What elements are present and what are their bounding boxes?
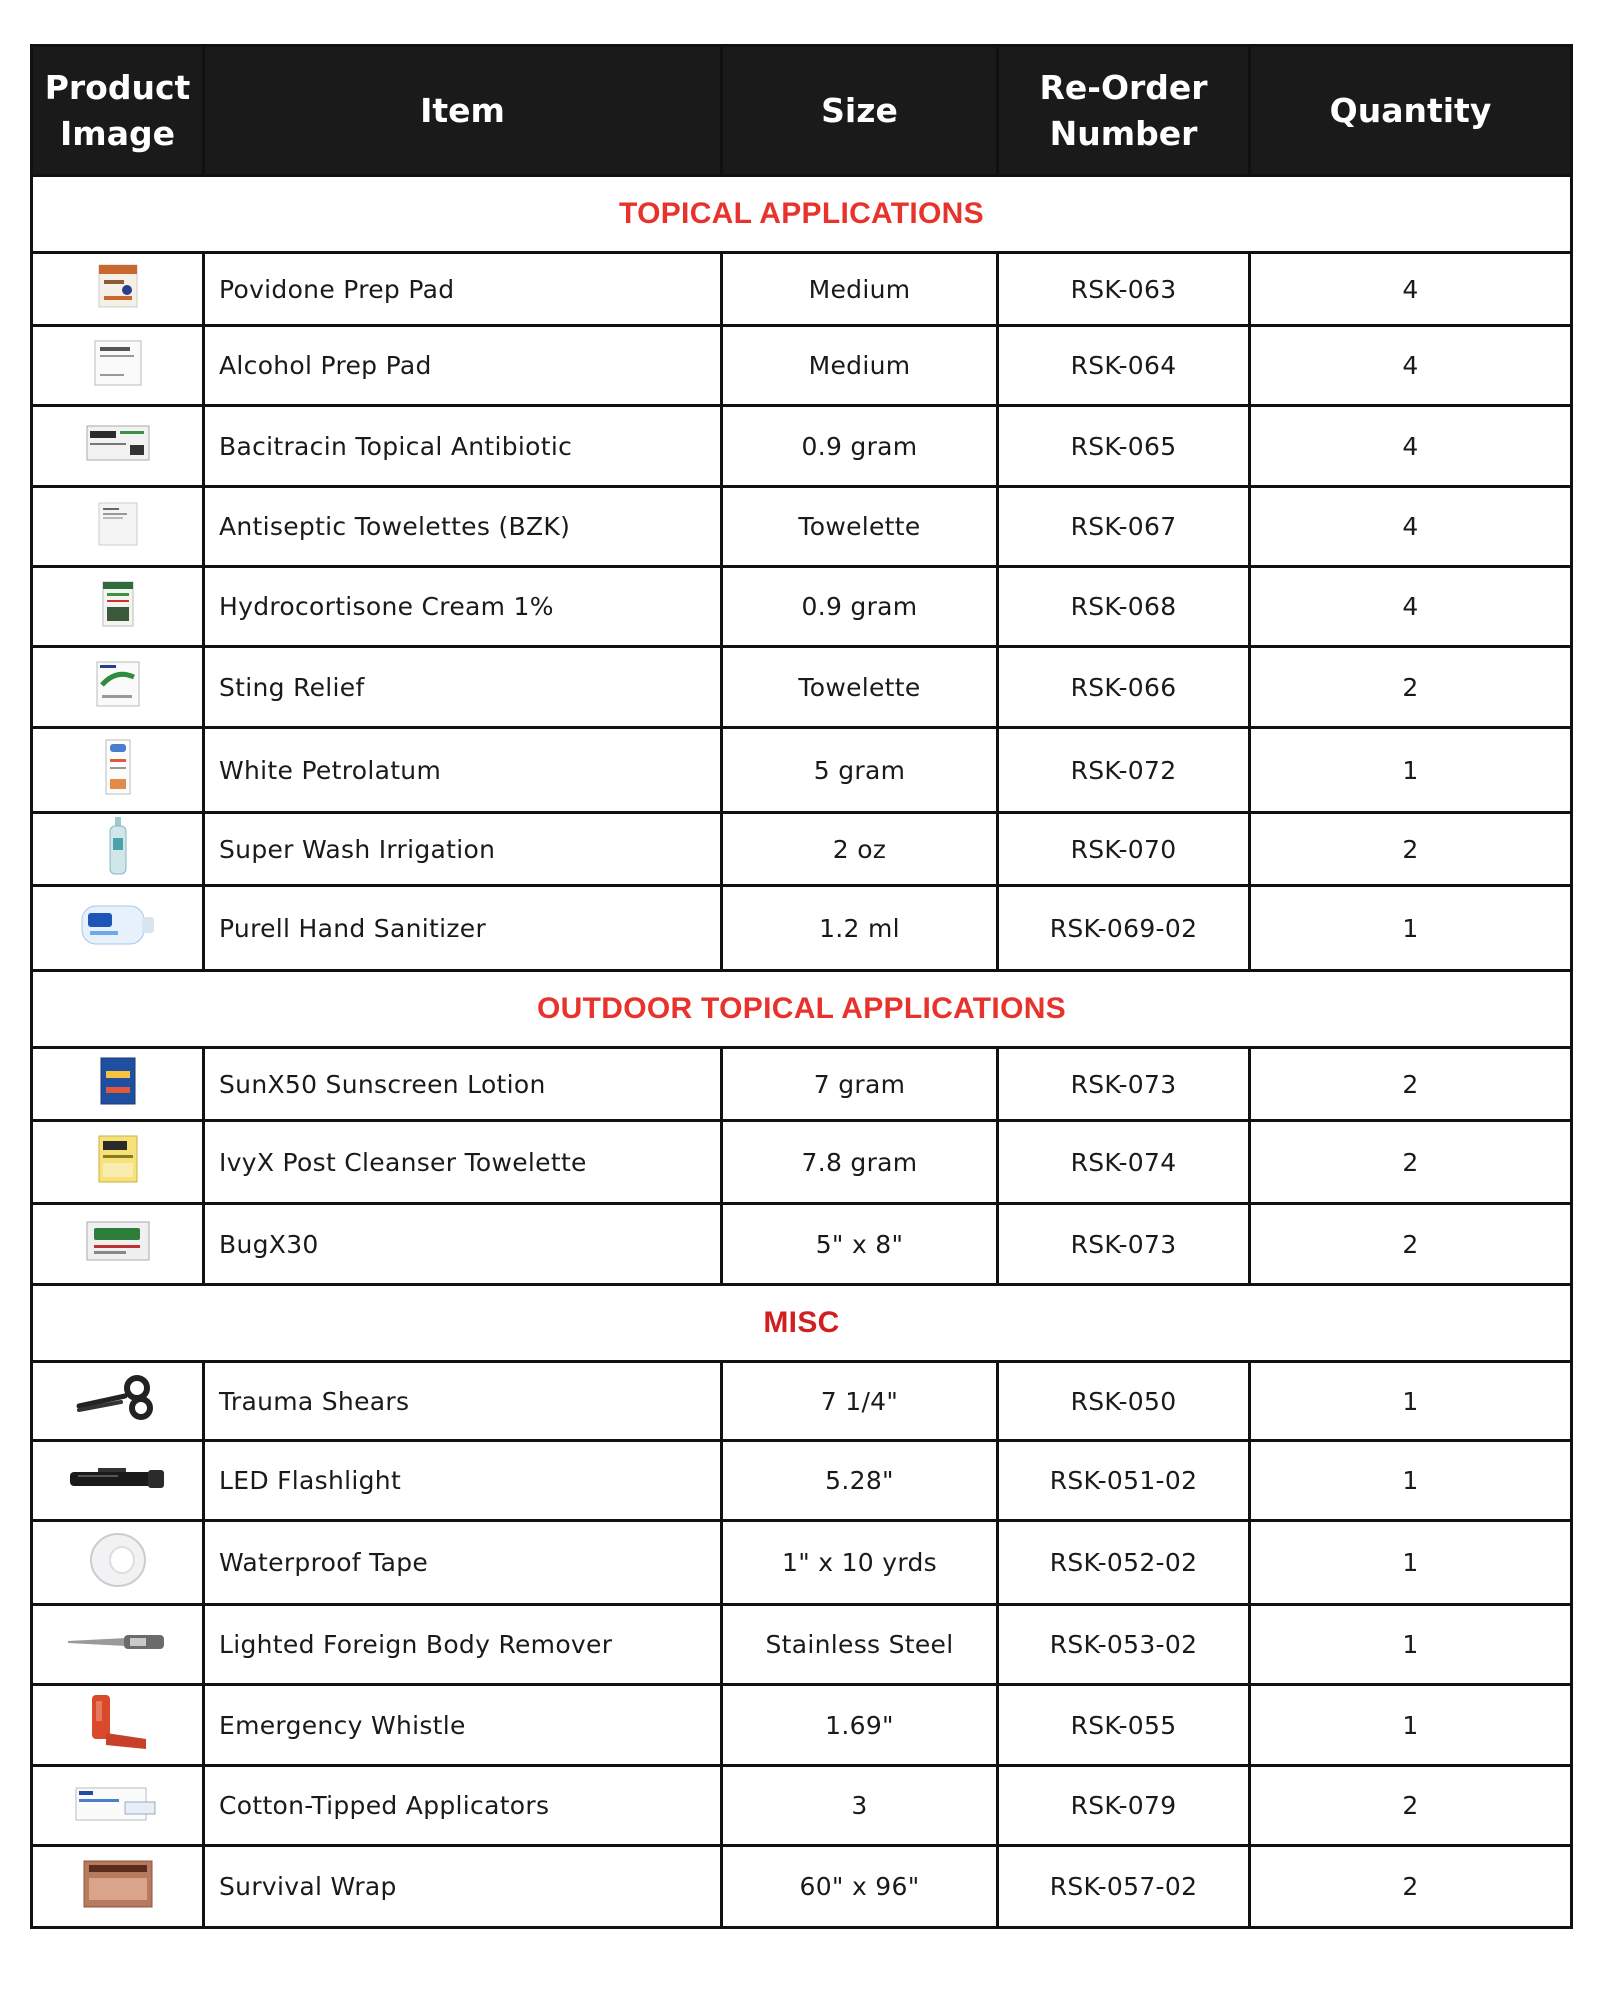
item-cell: Cotton-Tipped Applicators (204, 1766, 722, 1846)
header-quantity: Quantity (1250, 46, 1572, 176)
product-image-cell (32, 1605, 204, 1685)
size-cell: 7 gram (722, 1048, 998, 1121)
reorder-number-cell: RSK-070 (998, 813, 1250, 886)
reorder-number-cell: RSK-057-02 (998, 1846, 1250, 1928)
table-row (32, 1362, 1572, 1441)
size-cell: Medium (722, 253, 998, 326)
section-title: TOPICAL APPLICATIONS (32, 176, 1572, 253)
bzk-towelette-icon (33, 502, 202, 552)
quantity-cell: 1 (1250, 1362, 1572, 1441)
size-cell: 1.2 ml (722, 886, 998, 971)
quantity-cell: 4 (1250, 253, 1572, 326)
size-cell: 0.9 gram (722, 567, 998, 647)
product-image-cell (32, 567, 204, 647)
section-row (32, 1285, 1572, 1362)
size-cell: 1.69" (722, 1685, 998, 1766)
item-cell: Bacitracin Topical Antibiotic (204, 406, 722, 487)
product-image-cell (32, 1048, 204, 1121)
table-row (32, 1605, 1572, 1685)
quantity-cell: 4 (1250, 326, 1572, 406)
table-row (32, 1121, 1572, 1204)
product-image-cell (32, 1121, 204, 1204)
item-cell: Super Wash Irrigation (204, 813, 722, 886)
table-row (32, 1685, 1572, 1766)
size-cell: Towelette (722, 647, 998, 728)
reorder-number-cell: RSK-067 (998, 487, 1250, 567)
quantity-cell: 4 (1250, 406, 1572, 487)
quantity-cell: 4 (1250, 567, 1572, 647)
size-cell: 0.9 gram (722, 406, 998, 487)
reorder-number-cell: RSK-065 (998, 406, 1250, 487)
item-cell: White Petrolatum (204, 728, 722, 813)
quantity-cell: 2 (1250, 647, 1572, 728)
size-cell: Medium (722, 326, 998, 406)
reorder-number-cell: RSK-073 (998, 1204, 1250, 1285)
reorder-number-cell: RSK-051-02 (998, 1441, 1250, 1521)
size-cell: 7 1/4" (722, 1362, 998, 1441)
header-row (32, 46, 1572, 176)
reorder-number-cell: RSK-064 (998, 326, 1250, 406)
sanitizer-bottle-icon (33, 901, 202, 955)
quantity-cell: 2 (1250, 1846, 1572, 1928)
item-cell: Sting Relief (204, 647, 722, 728)
section-row (32, 971, 1572, 1048)
povidone-pad-icon (33, 264, 202, 314)
table-row (32, 487, 1572, 567)
size-cell: 5.28" (722, 1441, 998, 1521)
item-cell: Lighted Foreign Body Remover (204, 1605, 722, 1685)
item-cell: Povidone Prep Pad (204, 253, 722, 326)
ivyx-packet-icon (33, 1135, 202, 1189)
quantity-cell: 2 (1250, 1048, 1572, 1121)
reorder-number-cell: RSK-053-02 (998, 1605, 1250, 1685)
item-cell: IvyX Post Cleanser Towelette (204, 1121, 722, 1204)
quantity-cell: 1 (1250, 1685, 1572, 1766)
quantity-cell: 1 (1250, 1521, 1572, 1605)
section-title: OUTDOOR TOPICAL APPLICATIONS (32, 971, 1572, 1048)
size-cell: 3 (722, 1766, 998, 1846)
table-row (32, 1204, 1572, 1285)
reorder-number-cell: RSK-055 (998, 1685, 1250, 1766)
table-row (32, 253, 1572, 326)
header-item: Item (204, 46, 722, 176)
size-cell: 1" x 10 yrds (722, 1521, 998, 1605)
size-cell: Stainless Steel (722, 1605, 998, 1685)
quantity-cell: 2 (1250, 1121, 1572, 1204)
hydrocortisone-packet-icon (33, 581, 202, 633)
whistle-icon (33, 1693, 202, 1757)
sunscreen-packet-icon (33, 1057, 202, 1111)
quantity-cell: 1 (1250, 728, 1572, 813)
applicator-box-icon (33, 1782, 202, 1830)
table-row (32, 647, 1572, 728)
product-image-cell (32, 1521, 204, 1605)
table-row (32, 326, 1572, 406)
quantity-cell: 1 (1250, 886, 1572, 971)
product-image-cell (32, 487, 204, 567)
product-image-cell (32, 406, 204, 487)
survival-wrap-icon (33, 1860, 202, 1914)
product-image-cell (32, 1362, 204, 1441)
quantity-cell: 1 (1250, 1605, 1572, 1685)
reorder-number-cell: RSK-066 (998, 647, 1250, 728)
reorder-number-cell: RSK-052-02 (998, 1521, 1250, 1605)
product-image-cell (32, 728, 204, 813)
bugx-packet-icon (33, 1221, 202, 1267)
item-cell: Alcohol Prep Pad (204, 326, 722, 406)
reorder-number-cell: RSK-068 (998, 567, 1250, 647)
size-cell: 60" x 96" (722, 1846, 998, 1928)
sting-relief-packet-icon (33, 661, 202, 713)
section-row (32, 176, 1572, 253)
product-image-cell (32, 1441, 204, 1521)
product-image-cell (32, 1846, 204, 1928)
item-cell: SunX50 Sunscreen Lotion (204, 1048, 722, 1121)
reorder-number-cell: RSK-069-02 (998, 886, 1250, 971)
alcohol-pad-icon (33, 340, 202, 392)
irrigation-bottle-icon (33, 816, 202, 882)
item-cell: LED Flashlight (204, 1441, 722, 1521)
table-row (32, 1048, 1572, 1121)
item-cell: Survival Wrap (204, 1846, 722, 1928)
header-size: Size (722, 46, 998, 176)
product-image-cell (32, 647, 204, 728)
table-row (32, 813, 1572, 886)
reorder-number-cell: RSK-063 (998, 253, 1250, 326)
reorder-number-cell: RSK-079 (998, 1766, 1250, 1846)
quantity-cell: 2 (1250, 813, 1572, 886)
item-cell: Antiseptic Towelettes (BZK) (204, 487, 722, 567)
item-cell: Purell Hand Sanitizer (204, 886, 722, 971)
reorder-number-cell: RSK-073 (998, 1048, 1250, 1121)
item-cell: Waterproof Tape (204, 1521, 722, 1605)
table-row (32, 1846, 1572, 1928)
product-image-cell (32, 253, 204, 326)
size-cell: 7.8 gram (722, 1121, 998, 1204)
quantity-cell: 2 (1250, 1204, 1572, 1285)
product-table (30, 44, 1573, 1929)
shears-icon (33, 1374, 202, 1428)
table-row (32, 1441, 1572, 1521)
petrolatum-packet-icon (33, 739, 202, 801)
table-row (32, 567, 1572, 647)
size-cell: 5 gram (722, 728, 998, 813)
product-image-cell (32, 1204, 204, 1285)
item-cell: BugX30 (204, 1204, 722, 1285)
quantity-cell: 4 (1250, 487, 1572, 567)
reorder-number-cell: RSK-050 (998, 1362, 1250, 1441)
table-row (32, 728, 1572, 813)
quantity-cell: 2 (1250, 1766, 1572, 1846)
tape-roll-icon (33, 1530, 202, 1596)
table-row (32, 406, 1572, 487)
product-image-cell (32, 1766, 204, 1846)
product-image-cell (32, 326, 204, 406)
table-row (32, 1766, 1572, 1846)
quantity-cell: 1 (1250, 1441, 1572, 1521)
item-cell: Emergency Whistle (204, 1685, 722, 1766)
flashlight-icon (33, 1463, 202, 1499)
product-image-cell (32, 813, 204, 886)
tweezers-icon (33, 1630, 202, 1660)
header-reorder-number: Re-Order Number (998, 46, 1250, 176)
product-image-cell (32, 886, 204, 971)
product-image-cell (32, 1685, 204, 1766)
reorder-number-cell: RSK-072 (998, 728, 1250, 813)
header-product-image: Product Image (32, 46, 204, 176)
size-cell: Towelette (722, 487, 998, 567)
size-cell: 5" x 8" (722, 1204, 998, 1285)
table-row (32, 1521, 1572, 1605)
table-row (32, 886, 1572, 971)
item-cell: Hydrocortisone Cream 1% (204, 567, 722, 647)
section-title: MISC (32, 1285, 1572, 1362)
size-cell: 2 oz (722, 813, 998, 886)
item-cell: Trauma Shears (204, 1362, 722, 1441)
bacitracin-packet-icon (33, 425, 202, 467)
reorder-number-cell: RSK-074 (998, 1121, 1250, 1204)
